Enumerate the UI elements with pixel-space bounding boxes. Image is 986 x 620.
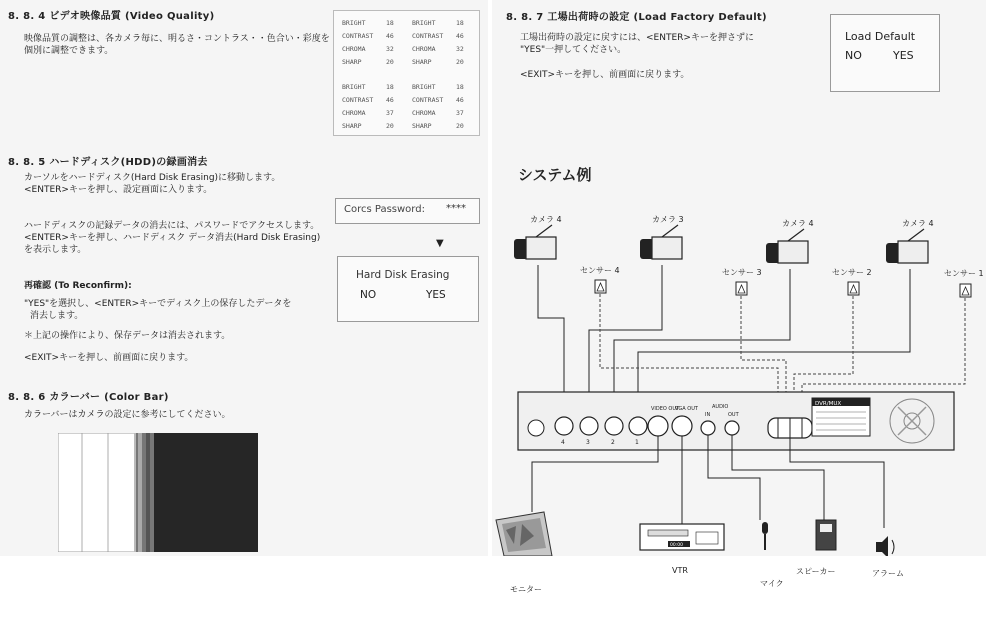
reconfirm-heading: 再確認 (To Reconfirm): <box>24 281 132 291</box>
video-quality-panel: BRIGHT 18 BRIGHT 18 CONTRAST 46 CONTRAST 46 CHROMA 32 CHROMA 32 SHARP 20 SHARP 20 BRIGHT 18 BRIGHT 18 CONTRAST 46 CONTRAST 46 CHROMA 37 CHROMA 37 SHARP 20 SHARP 20 <box>333 10 480 136</box>
microphone-icon <box>762 522 768 550</box>
erase-note: ＊上記の操作により、保存データは消去されます。 <box>24 331 231 341</box>
section-887-body-line1: 工場出荷時の設定に戻すには、<ENTER>キーを押さずに <box>520 33 754 43</box>
sensor-cable <box>802 298 965 402</box>
sensor-label: センサー 1 <box>944 269 984 278</box>
section-884-body-line2: 個別に調整できます。 <box>24 46 114 56</box>
alarm-cable <box>790 438 884 528</box>
section-887-exit: <EXIT>キーを押し、前画面に戻ります。 <box>520 70 690 80</box>
section-885-body2-line3: を表示します。 <box>24 245 87 255</box>
audio-label: AUDIO <box>712 404 729 410</box>
section-886-body: カラーバーはカメラの設定に参考にしてください。 <box>24 410 231 420</box>
sensor-cable <box>600 294 778 402</box>
audio-in-jack <box>701 421 715 435</box>
camera-icon <box>886 229 928 263</box>
dvr-back-panel <box>518 392 954 450</box>
password-field[interactable]: **** <box>446 203 466 214</box>
camera-label: カメラ 3 <box>652 215 684 224</box>
alarm-label: アラーム <box>872 569 904 578</box>
camera-input-jack <box>605 417 623 435</box>
audio-in-label: IN <box>705 412 711 418</box>
camera-input-jack <box>629 417 647 435</box>
input-number: 1 <box>635 439 639 446</box>
monitor-icon <box>496 512 552 556</box>
section-885-heading: 8. 8. 5 ハードディスク(HDD)の録画消去 <box>8 157 208 168</box>
section-885-body2-line2: <ENTER>キーを押し、ハードディスク データ消去(Hard Disk Erasing) <box>24 233 321 243</box>
load-default-title: Load Default <box>845 30 916 43</box>
erase-no-option[interactable]: NO <box>360 289 377 301</box>
camera-input-jack <box>580 417 598 435</box>
speaker-icon <box>816 520 836 550</box>
reconfirm-body-line2: 消去します。 <box>30 311 84 321</box>
input-number: 4 <box>561 439 565 446</box>
sensor-label: センサー 4 <box>580 266 620 275</box>
reconfirm-body-line1: "YES"を選択し、<ENTER>キーでディスク上の保存したデータを <box>24 299 292 309</box>
password-box <box>335 198 480 224</box>
camera-label: カメラ 4 <box>902 219 934 228</box>
section-884-body-line1: 映像品質の調整は、各カメラ毎に、明るさ・コントラス・・色合い・彩度を <box>24 34 330 44</box>
mic-label: マイク <box>760 579 784 588</box>
camera-label: カメラ 4 <box>782 219 814 228</box>
camera-cable <box>538 265 564 412</box>
audio-out-jack <box>725 421 739 435</box>
sensor-cable <box>741 296 786 402</box>
monitor-label: モニター <box>510 585 542 594</box>
camera-icon <box>514 225 556 259</box>
sensor-cable <box>794 296 853 402</box>
vga-out-label: VGA OUT <box>675 406 698 412</box>
input-number: 3 <box>586 439 590 446</box>
sensor-icon <box>848 282 859 295</box>
camera-label: カメラ 4 <box>530 215 562 224</box>
video-out-label: VIDEO OUT <box>651 406 680 412</box>
section-887-body-line2: "YES"一押してください。 <box>520 45 627 55</box>
section-885-body2-line1: ハードディスクの記録データの消去には、パスワードでアクセスします。 <box>24 221 320 231</box>
down-arrow-icon: ▼ <box>436 238 444 249</box>
video-out-jack <box>648 416 668 436</box>
erase-dialog-title: Hard Disk Erasing <box>356 269 450 281</box>
section-885-body1-line2: <ENTER>キーを押し、設定画面に入ります。 <box>24 185 213 195</box>
camera-icon <box>640 225 682 259</box>
system-diagram <box>492 0 986 556</box>
sensor-icon <box>736 282 747 295</box>
spec-label <box>812 398 870 436</box>
vtr-label: VTR <box>672 566 688 575</box>
exit-instruction: <EXIT>キーを押し、前画面に戻ります。 <box>24 353 194 363</box>
audio-out-label: OUT <box>728 412 739 418</box>
camera-input-jack <box>555 417 573 435</box>
password-label: Corcs Password: <box>344 204 425 215</box>
alarm-icon <box>876 536 894 556</box>
vtr-icon <box>640 524 724 550</box>
vtr-display: 00:00 <box>670 543 683 548</box>
section-884-heading: 8. 8. 4 ビデオ映像品質 (Video Quality) <box>8 11 215 22</box>
camera-icon <box>766 229 808 263</box>
section-885-body1-line1: カーソルをハードディスク(Hard Disk Erasing)に移動します。 <box>24 173 281 183</box>
sensor-icon <box>960 284 971 297</box>
load-default-no[interactable]: NO <box>845 49 862 62</box>
alarm-terminal-block <box>768 418 812 438</box>
load-default-yes[interactable]: YES <box>893 49 914 62</box>
color-bar-image <box>58 433 258 552</box>
vga-out-jack <box>672 416 692 436</box>
right-page <box>492 0 986 594</box>
section-887-heading: 8. 8. 7 工場出荷時の設定 (Load Factory Default) <box>506 12 767 23</box>
brand-label: DVR/MUX <box>815 401 842 407</box>
speaker-label: スピーカー <box>796 567 836 576</box>
section-886-heading: 8. 8. 6 カラーバー (Color Bar) <box>8 392 169 403</box>
sensor-label: センサー 3 <box>722 268 762 277</box>
left-page <box>0 0 488 556</box>
camera-cable <box>614 269 790 412</box>
erase-yes-option[interactable]: YES <box>426 289 446 301</box>
sensor-label: センサー 2 <box>832 268 872 277</box>
system-example-heading: システム例 <box>518 166 592 184</box>
sensor-icon <box>595 280 606 293</box>
hard-disk-erasing-dialog <box>337 256 479 322</box>
input-number: 2 <box>611 439 615 446</box>
